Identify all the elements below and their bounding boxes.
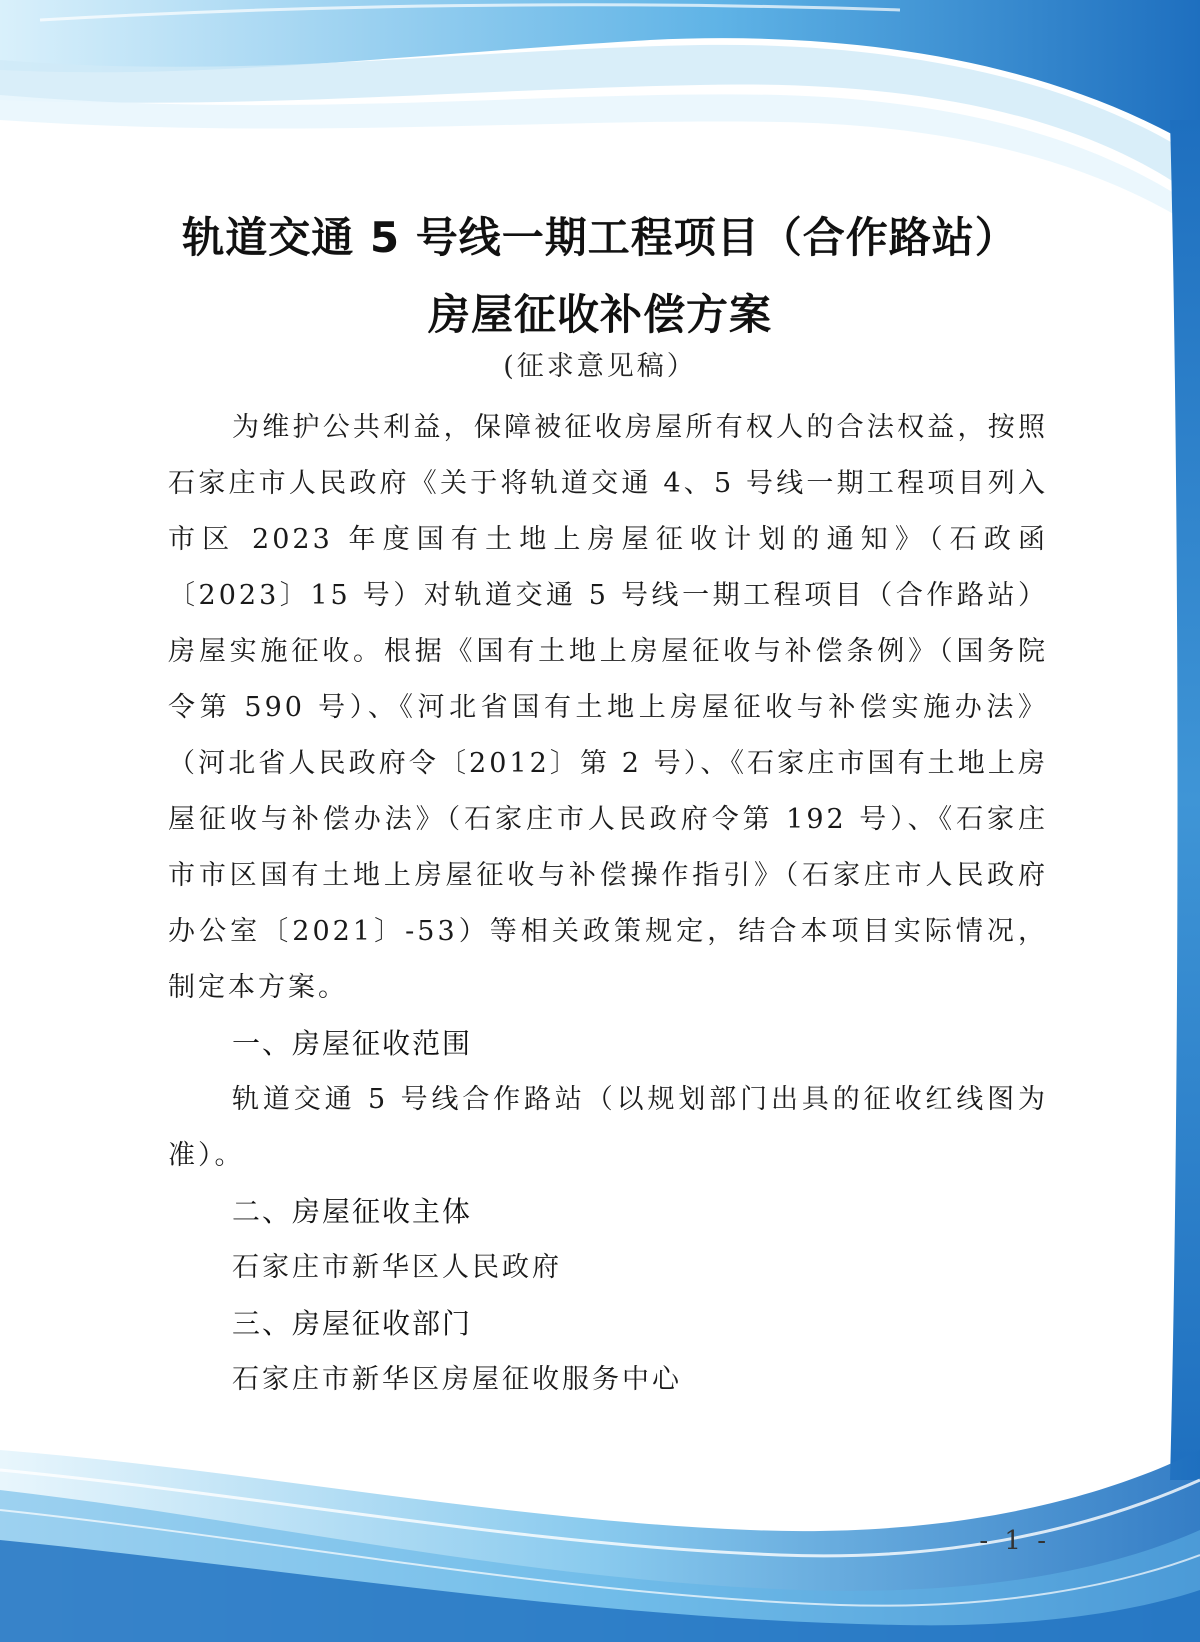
document-title-line1: 轨道交通 5 号线一期工程项目（合作路站） [182,213,1018,262]
document-body [168,400,1048,1408]
section-heading-subject: 二、房屋征收主体 [232,1195,473,1228]
document-subtitle: (征求意见稿） [503,351,697,382]
section-heading-scope: 一、房屋征收范围 [232,1027,473,1060]
intro-paragraph: 为维护公共利益，保障被征收房屋所有权人的合法权益，按照石家庄市人民政府《关于将轨道交通 4、5 号线一期工程项目列入市区 2023 年度国有土地上房屋征收计划的通知》（石政函〔2023〕15 号）对轨道交通 5 号线一期工程项目（合作路站）房屋实施征收。根据《国有土地上房屋征收与补偿条例》（国务院令第 590 号）、《河北省国有土地上房屋征收与补偿实施办法》（河北省人民政府令〔2012〕第 2 号）、《石家庄市国有土地上房屋征收与补偿办法》（石家庄市人民政府令第 192 号）、《石家庄市市区国有土地上房屋征收与补偿操作指引》（石家庄市人民政府办公室〔2021〕-53）等相关政策规定，结合本项目实际情况，制定本方案。 [168,412,1048,1003]
section-body-subject: 石家庄市新华区人民政府 [232,1252,562,1283]
section-body-scope: 轨道交通 5 号线合作路站（以规划部门出具的征收红线图为准）。 [168,1084,1048,1171]
section-body-department: 石家庄市新华区房屋征收服务中心 [232,1364,682,1395]
document-title-line2: 房屋征收补偿方案 [427,290,772,339]
page-number: - 1 - [979,1526,1050,1556]
section-heading-department: 三、房屋征收部门 [232,1307,473,1340]
